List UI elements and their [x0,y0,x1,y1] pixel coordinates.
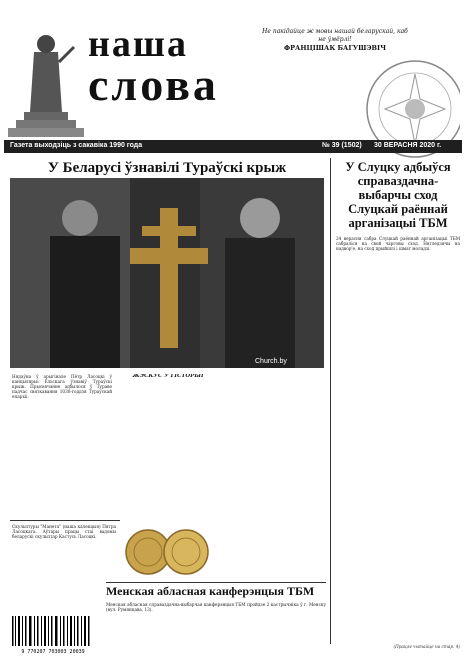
barcode-image [8,614,98,654]
logo-line-2: слова [88,59,219,110]
bottom-headline: Менская абласная канферэнцыя ТБМ [106,584,315,598]
main-article-continued [218,522,324,580]
main-article-col-1 [12,374,112,514]
cross-photo-illustration [10,178,324,368]
main-article-subhead: ЖЭСКУС У ГІСТОРЫІ [132,374,204,379]
issue-number: № 39 (1502) [322,142,362,149]
monument-illustration [4,12,88,137]
divider [10,520,120,521]
barcode-number: 9 770207 703003 20039 [21,649,85,654]
main-headline: У Беларусі ўзнавілі Тураўскі крыж [47,160,287,176]
main-article-lead: Нядаўна ў арыгінале Пётр Ласоцкі ў канцылярыі Ельскага ўзнавіў Тураўскі крыж. Прысвячэнне адбылося ў Тураве падчас святкавання 1030-годдзя Тураўскай епархіі. [12,374,112,400]
column-divider [330,158,331,644]
logo-line-1: наша [88,23,188,65]
issue-date: 30 ВЕРАСНЯ 2020 г. [374,142,442,149]
right-article-continued-note: (Працяг чытайце на стар. 4) [393,644,460,649]
masthead-logo [88,23,278,110]
masthead-slogan: Не пакідайце ж мовы нашай беларускай, каб не ўмёрлі! [262,28,408,43]
coins-image [122,522,212,582]
issue-bar [4,140,462,153]
founded-text: Газета выходзіць з сакавіка 1990 года [10,142,143,149]
photo-credit: Church.by [255,358,287,365]
main-article-col-2 [118,374,218,514]
right-headline: У Слуцку адбыўся справаздачна-выбарчы сход Слуцкай раённай арганізацыі ТБМ [345,160,451,230]
left-box-text: Скульптуры "Манета" (наша калекцыя) Пятра Ласоцкага. Аўтары працы стаі вадомы беларускі скульптар Кастусь Ласоцкі. [12,524,116,540]
main-article-col-3 [224,374,324,514]
slogan-author: ФРАНЦІШАК БАГУШЭВІЧ [283,44,387,52]
right-article-text: 24 верасня сабра Слуцкай раённай арганізацыі ТБМ сабраліся на свой чарговы сход. Нягледзячы на надвор'е, на сход прыйшлі і шмат моладзі. [336,236,460,252]
bottom-article-text: Менская абласная справаздачна-выбарчая канферэнцыя ТБМ пройдзе 2 кастрычніка ў г. Менску (вул. Румянцава, 13). [106,602,326,613]
divider [106,582,326,583]
main-photo [10,178,324,368]
